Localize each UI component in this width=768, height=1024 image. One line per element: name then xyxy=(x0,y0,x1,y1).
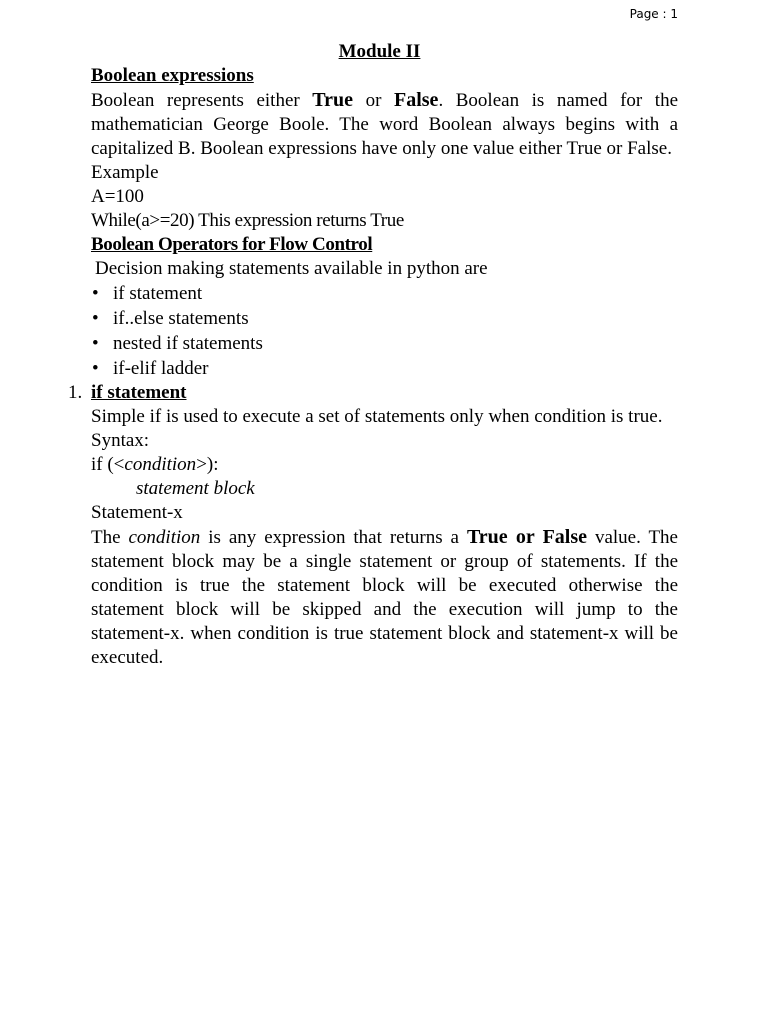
condition-explanation-paragraph: The condition is any expression that returns a True or False value. The statement block may be a single statement or group of statements. If the condition is true the statement block will be executed otherwise the statement block will be skipped and the execution will jump to the statement-x. when condition is true statement block and statement-x will be executed. xyxy=(91,526,678,668)
decision-statements-intro: Decision making statements available in python are xyxy=(95,258,488,279)
boolean-definition-paragraph: Boolean represents either True or False. Boolean is named for the mathematician George Boole. The word Boolean always begins with a capitalized B. Boolean expressions have only one value either True or False. xyxy=(91,89,679,159)
module-title: Module II xyxy=(338,41,421,62)
section-heading-boolean-operators: Boolean Operators for Flow Control xyxy=(91,234,373,255)
document-body xyxy=(68,40,679,670)
syntax-statement-x: Statement-x xyxy=(91,502,183,523)
example-label: Example xyxy=(91,162,159,183)
list-item: • if..else statements xyxy=(92,308,249,329)
example-line-1: A=100 xyxy=(91,186,144,207)
decision-statements-list xyxy=(91,281,678,381)
syntax-label: Syntax: xyxy=(91,430,150,451)
section-heading-if-statement: 1. if statement xyxy=(68,382,187,403)
list-item: • nested if statements xyxy=(92,333,263,354)
list-item: • if-elif ladder xyxy=(92,358,209,379)
syntax-if-line: if (<condition>): xyxy=(91,454,219,475)
example-line-2: While(a>=20) This expression returns True xyxy=(91,210,404,231)
syntax-statement-block: statement block xyxy=(136,478,255,499)
list-item: • if statement xyxy=(92,283,203,304)
section-heading-boolean-expressions: Boolean expressions xyxy=(91,65,254,86)
if-statement-description: Simple if is used to execute a set of statements only when condition is true. xyxy=(91,406,663,427)
page-number: Page : 1 xyxy=(629,7,678,21)
